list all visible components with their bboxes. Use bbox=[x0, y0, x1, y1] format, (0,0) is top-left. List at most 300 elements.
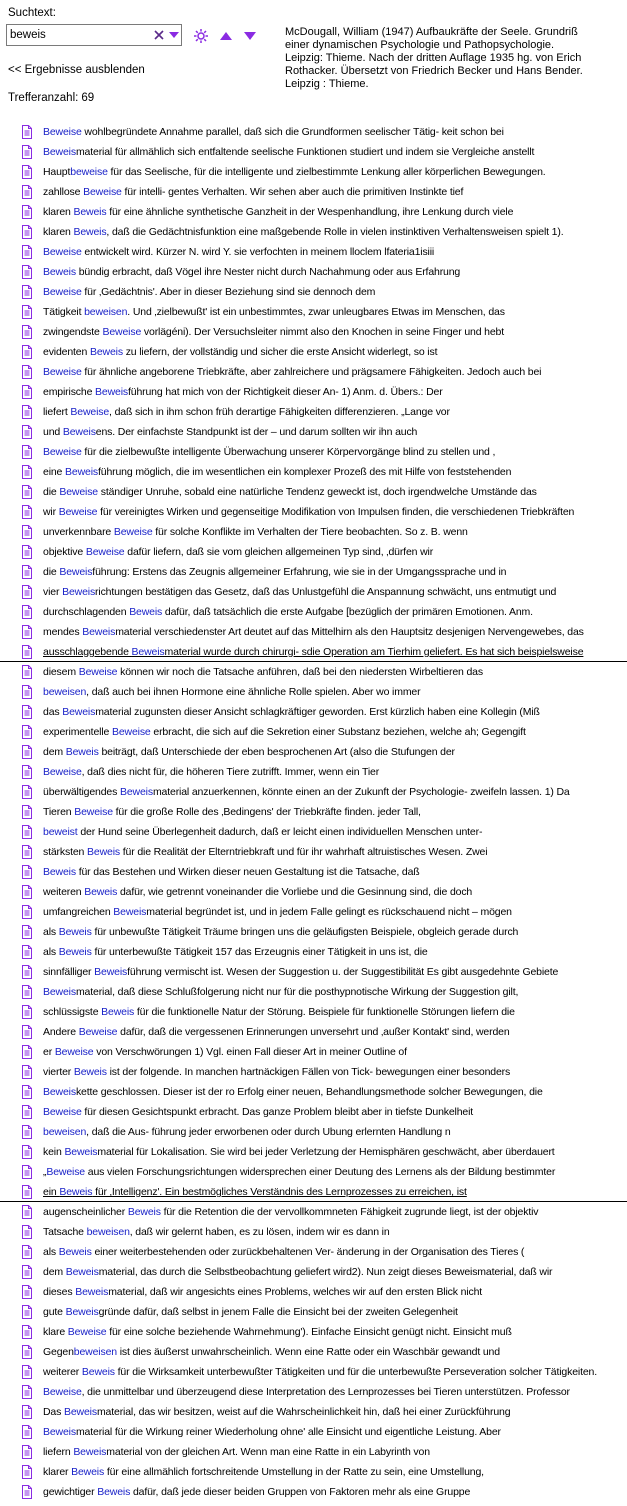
result-row[interactable] bbox=[0, 762, 627, 782]
search-hit: beweisen bbox=[86, 1226, 130, 1238]
result-row[interactable] bbox=[0, 722, 627, 742]
snippet-suffix: für eine ähnliche synthetische Ganzheit in der Wespenhandlung, ihre Lenkung durch viele bbox=[106, 206, 514, 218]
snippet-prefix: dem bbox=[43, 746, 66, 758]
document-icon bbox=[20, 865, 34, 879]
snippet-prefix: als bbox=[43, 1246, 59, 1258]
document-icon bbox=[20, 965, 34, 979]
search-hit: Beweis bbox=[113, 906, 147, 918]
result-row[interactable] bbox=[0, 1242, 627, 1262]
result-snippet bbox=[43, 1165, 555, 1179]
snippet-suffix: für diesen Gesichtspunkt erbracht. Das ganze Problem bleibt aber in tiefste Dunkelheit bbox=[81, 1106, 474, 1118]
snippet-suffix: richtungen bestätigen das Gesetz, daß das Unlustgefühl die Anspannung schwächt, uns entmutigt und bbox=[95, 586, 557, 598]
snippet-prefix: umfangreichen bbox=[43, 906, 114, 918]
result-row[interactable] bbox=[0, 1482, 627, 1502]
search-hit: Beweise bbox=[70, 406, 110, 418]
search-hit: Beweis bbox=[58, 1246, 92, 1258]
result-row[interactable] bbox=[0, 842, 627, 862]
snippet-suffix: kette geschlossen. Dieser ist der ro Erfolg einer neuen, Behandlungsmethode solcher Bewegungen, die bbox=[75, 1086, 543, 1098]
snippet-suffix: ständiger Unruhe, sobald eine natürliche Tendenz geweckt ist, doch irgendwelche Umstände das bbox=[97, 486, 537, 498]
snippet-prefix: evidenten bbox=[43, 346, 90, 358]
snippet-prefix: objektive bbox=[43, 546, 86, 558]
document-icon bbox=[20, 925, 34, 939]
snippet-prefix: kein bbox=[43, 1146, 65, 1158]
result-row[interactable] bbox=[0, 202, 627, 222]
result-row[interactable] bbox=[0, 1062, 627, 1082]
previous-arrow-icon[interactable] bbox=[219, 30, 233, 42]
snippet-prefix: ein bbox=[43, 1186, 60, 1198]
document-icon bbox=[20, 1105, 34, 1119]
search-hit: Beweis bbox=[59, 566, 93, 578]
snippet-prefix: eine bbox=[43, 466, 66, 478]
snippet-prefix: Andere bbox=[43, 1026, 79, 1038]
document-icon bbox=[20, 605, 34, 619]
result-row[interactable] bbox=[0, 182, 627, 202]
document-icon bbox=[20, 1345, 34, 1359]
document-icon bbox=[20, 725, 34, 739]
search-hit: Beweis bbox=[65, 746, 99, 758]
document-icon bbox=[20, 885, 34, 899]
snippet-suffix: material für die Wirkung reiner Wiederholung ohne' alle Einsicht und eigentliche Leistung. Aber bbox=[75, 1426, 501, 1438]
document-icon bbox=[20, 265, 34, 279]
document-icon bbox=[20, 1165, 34, 1179]
result-row[interactable] bbox=[0, 702, 627, 722]
search-input[interactable] bbox=[10, 27, 150, 43]
result-snippet bbox=[43, 485, 537, 499]
result-row[interactable] bbox=[0, 1082, 627, 1102]
result-row[interactable] bbox=[0, 1102, 627, 1122]
result-row[interactable] bbox=[0, 1222, 627, 1242]
snippet-suffix: gründe dafür, daß selbst in jenem Falle die Einsicht bei der zweiten Gelegenheit bbox=[98, 1306, 458, 1318]
snippet-prefix: vierter bbox=[43, 1066, 74, 1078]
search-hit: Beweise bbox=[78, 1026, 118, 1038]
result-row[interactable] bbox=[0, 982, 627, 1002]
result-snippet bbox=[43, 565, 506, 579]
result-row[interactable] bbox=[0, 742, 627, 762]
result-row[interactable] bbox=[0, 502, 627, 522]
search-hit: Beweis bbox=[64, 1406, 97, 1418]
result-snippet bbox=[43, 1345, 500, 1359]
search-hit: Beweis bbox=[84, 886, 118, 898]
snippet-prefix: überwältigendes bbox=[43, 786, 120, 798]
result-row[interactable] bbox=[0, 482, 627, 502]
result-row[interactable] bbox=[0, 1262, 627, 1282]
result-snippet bbox=[43, 305, 505, 319]
document-icon bbox=[20, 1285, 34, 1299]
search-hit: Beweis bbox=[73, 206, 107, 218]
hit-count bbox=[8, 92, 94, 104]
bibliographic-citation: McDougall, William (1947) Aufbaukräfte der Seele. Grundriß einer dynamischen Psychologie und Pathopsychologie. Leipzig: Thieme. Nach der dritten Auflage 1935 hg. von Erich Rothacker. Übersetzt von Friedrich Becker und Hans Bender. Leipzig : Thieme. bbox=[285, 26, 583, 90]
document-icon bbox=[20, 465, 34, 479]
result-row[interactable] bbox=[0, 1022, 627, 1042]
document-icon bbox=[20, 825, 34, 839]
result-row[interactable] bbox=[0, 1002, 627, 1022]
result-row[interactable] bbox=[0, 922, 627, 942]
result-snippet bbox=[43, 1045, 407, 1059]
result-snippet bbox=[43, 405, 450, 419]
snippet-suffix: , daß auch bei ihnen Hormone eine ähnliche Rolle spielen. Aber wo immer bbox=[86, 686, 421, 698]
document-icon bbox=[20, 245, 34, 259]
result-row[interactable] bbox=[0, 222, 627, 242]
search-hit: Beweise bbox=[102, 326, 142, 338]
result-snippet bbox=[43, 705, 540, 719]
search-hit: Beweis bbox=[101, 1006, 135, 1018]
result-row[interactable] bbox=[0, 682, 627, 702]
snippet-prefix: er bbox=[43, 1046, 55, 1058]
result-snippet bbox=[43, 965, 558, 979]
result-row[interactable] bbox=[0, 262, 627, 282]
document-icon bbox=[20, 685, 34, 699]
document-icon bbox=[20, 765, 34, 779]
result-snippet bbox=[43, 265, 460, 279]
document-icon bbox=[20, 585, 34, 599]
dropdown-icon[interactable] bbox=[168, 26, 180, 44]
document-icon bbox=[20, 1005, 34, 1019]
settings-gear-icon[interactable] bbox=[193, 28, 209, 44]
snippet-suffix: führung vermischt ist. Wesen der Suggestion u. der Suggestibilität Es gibt ausgedehnte Gebiete bbox=[127, 966, 559, 978]
search-hit: Beweis bbox=[127, 1206, 161, 1218]
document-icon bbox=[20, 145, 34, 159]
result-row[interactable] bbox=[0, 362, 627, 382]
result-row[interactable] bbox=[0, 582, 627, 602]
snippet-prefix: sinnfälliger bbox=[43, 966, 95, 978]
search-hit: Beweis bbox=[58, 926, 92, 938]
result-row[interactable] bbox=[0, 1122, 627, 1142]
search-hit: Beweise bbox=[43, 366, 82, 378]
result-row[interactable] bbox=[0, 1462, 627, 1482]
snippet-suffix: von Verschwörungen 1) Vgl. einen Fall dieser Art in meiner Outline of bbox=[93, 1046, 407, 1058]
result-snippet bbox=[43, 745, 455, 759]
document-icon bbox=[20, 1025, 34, 1039]
search-hit: Beweis bbox=[71, 1466, 105, 1478]
snippet-prefix: augenscheinlicher bbox=[43, 1206, 128, 1218]
snippet-suffix: führung hat mich von der Richtigkeit dieser An- 1) Anm. d. Übers.: Der bbox=[128, 386, 443, 398]
search-hit: Beweise bbox=[43, 1106, 82, 1118]
snippet-prefix: dem bbox=[43, 1266, 66, 1278]
snippet-suffix: für die funktionelle Natur der Störung. Beispiele für funktionelle Störungen liefern die bbox=[134, 1006, 515, 1018]
result-row[interactable] bbox=[0, 1342, 627, 1362]
result-row[interactable] bbox=[0, 562, 627, 582]
result-snippet bbox=[43, 505, 574, 519]
document-icon bbox=[20, 365, 34, 379]
document-icon bbox=[20, 665, 34, 679]
snippet-suffix: für ‚Intelligenz'. Ein bestmögliches Verständnis des Lernprozesses zu erreichen, ist bbox=[92, 1186, 467, 1198]
document-icon bbox=[20, 745, 34, 759]
snippet-prefix: ausschlaggebende bbox=[43, 646, 132, 658]
document-icon bbox=[20, 845, 34, 859]
snippet-suffix: für unbewußte Tätigkeit Träume bringen uns die geläufigsten Beispiele, obgleich gerade durch bbox=[91, 926, 519, 938]
snippet-suffix: einer weiterbestehenden oder zurückbehaltenen Ver- änderung in der Organisation des Tieres ( bbox=[91, 1246, 525, 1258]
search-hit: Beweise bbox=[113, 526, 153, 538]
snippet-prefix: empirische bbox=[43, 386, 96, 398]
snippet-suffix: für das Seelische, für die intelligente und zielbestimmte Lenkung aller körperlichen Bewegungen. bbox=[107, 166, 546, 178]
document-icon bbox=[20, 205, 34, 219]
result-snippet bbox=[43, 1485, 470, 1499]
result-row[interactable] bbox=[0, 1182, 627, 1202]
search-hit: Beweis bbox=[89, 346, 123, 358]
result-row[interactable] bbox=[0, 1422, 627, 1442]
result-snippet bbox=[43, 225, 563, 239]
result-snippet bbox=[43, 1145, 555, 1159]
search-hit: Beweis bbox=[73, 226, 107, 238]
search-hit: Beweise bbox=[59, 486, 98, 498]
snippet-prefix: gewichtiger bbox=[43, 1486, 98, 1498]
result-snippet bbox=[43, 165, 546, 179]
snippet-suffix: . Und ‚zielbewußt' ist ein unbestimmtes, zwar unleugbares Etwas im Menschen, das bbox=[127, 306, 505, 318]
result-snippet bbox=[43, 1425, 501, 1439]
search-hit: Beweise bbox=[43, 126, 82, 138]
snippet-prefix: durchschlagenden bbox=[43, 606, 130, 618]
snippet-prefix: Tieren bbox=[43, 806, 75, 818]
snippet-suffix: für vereinigtes Wirken und gegenseitige Modifikation von Impulsen finden, die verschiedenen Triebkräften bbox=[97, 506, 575, 518]
search-hit: Beweis bbox=[81, 1366, 115, 1378]
snippet-suffix: für das Bestehen und Wirken dieser neuen Gestaltung ist die Tatsache, daß bbox=[75, 866, 420, 878]
result-row[interactable] bbox=[0, 1162, 627, 1182]
snippet-prefix: Das bbox=[43, 1406, 64, 1418]
result-snippet bbox=[43, 205, 513, 219]
result-row[interactable] bbox=[0, 882, 627, 902]
search-hit: Beweis bbox=[62, 426, 96, 438]
result-row[interactable] bbox=[0, 1322, 627, 1342]
snippet-prefix: Haupt bbox=[43, 166, 71, 178]
result-snippet bbox=[43, 1205, 538, 1219]
snippet-suffix: können wir noch die Tatsache anführen, daß bei den niedersten Wirbeltieren das bbox=[117, 666, 483, 678]
result-row[interactable] bbox=[0, 422, 627, 442]
result-snippet bbox=[43, 1225, 390, 1239]
document-icon bbox=[20, 445, 34, 459]
result-snippet bbox=[43, 365, 541, 379]
document-icon bbox=[20, 565, 34, 579]
search-hit: Beweis bbox=[43, 146, 76, 158]
document-icon bbox=[20, 1305, 34, 1319]
snippet-suffix: ist dies äußerst unwahrscheinlich. Wenn eine Ratte oder ein Waschbär gewandt und bbox=[116, 1346, 500, 1358]
snippet-suffix: dafür, daß die vergessenen Erinnerungen unversehrt und ‚außer Kontakt' sind, werden bbox=[117, 1026, 510, 1038]
result-snippet bbox=[43, 625, 584, 639]
result-row[interactable] bbox=[0, 442, 627, 462]
document-icon bbox=[20, 525, 34, 539]
search-hit: Beweis bbox=[43, 1086, 76, 1098]
result-row[interactable] bbox=[0, 662, 627, 682]
snippet-suffix: für solche Konflikte im Verhalten der Tiere beobachten. So z. B. wenn bbox=[152, 526, 468, 538]
search-hit: Beweis bbox=[43, 866, 76, 878]
document-icon bbox=[20, 1065, 34, 1079]
search-hit: Beweis bbox=[64, 1146, 98, 1158]
result-snippet bbox=[43, 1465, 484, 1479]
result-snippet bbox=[43, 945, 428, 959]
result-row[interactable] bbox=[0, 162, 627, 182]
document-icon bbox=[20, 505, 34, 519]
document-icon bbox=[20, 545, 34, 559]
snippet-suffix: für die Realität der Elterntriebkraft und für ihr wahrhaft altruistisches Wesen. Zwei bbox=[119, 846, 488, 858]
snippet-suffix: material, das durch die Selbstbeobachtung geliefert wird2). Nun zeigt dieses Beweismaterial, daß wir bbox=[98, 1266, 553, 1278]
snippet-suffix: der Hund seine Überlegenheit dadurch, daß er leicht einen individuellen Menschen unter- bbox=[77, 826, 483, 838]
result-row[interactable] bbox=[0, 322, 627, 342]
result-snippet bbox=[43, 725, 526, 739]
snippet-suffix: material anzuerkennen, könnte einen an der Zukunft der Psychologie- zweifeln lassen. 1) Da bbox=[152, 786, 570, 798]
result-row[interactable] bbox=[0, 122, 627, 142]
result-snippet bbox=[43, 1285, 482, 1299]
snippet-suffix: für die große Rolle des ‚Bedingens' der Triebkräfte finden. jeder Tall, bbox=[112, 806, 421, 818]
snippet-suffix: für ähnliche angeborene Triebkräfte, aber zahlreichere und prägsamere Fähigkeiten. Jedoch auch bei bbox=[81, 366, 542, 378]
hide-results-link[interactable]: << Ergebnisse ausblenden bbox=[8, 64, 145, 76]
document-icon bbox=[20, 1125, 34, 1139]
search-hit: Beweise bbox=[67, 1326, 107, 1338]
result-snippet bbox=[43, 865, 420, 879]
result-row[interactable] bbox=[0, 942, 627, 962]
search-hit: Beweis bbox=[43, 986, 76, 998]
result-row[interactable] bbox=[0, 822, 627, 842]
snippet-suffix: material, daß diese Schlußfolgerung nicht nur für die posthypnotische Wirkung der Suggestion gilt, bbox=[75, 986, 519, 998]
snippet-prefix: die bbox=[43, 486, 60, 498]
result-snippet bbox=[43, 1245, 524, 1259]
result-snippet bbox=[43, 1365, 597, 1379]
result-snippet bbox=[43, 905, 512, 919]
document-icon bbox=[20, 1365, 34, 1379]
result-row[interactable] bbox=[0, 342, 627, 362]
hit-count-value: 69 bbox=[81, 92, 95, 104]
snippet-suffix: material zugunsten dieser Ansicht schlagkräftiger geworden. Erst kürzlich haben eine Kollegin (Miß bbox=[95, 706, 540, 718]
result-row[interactable] bbox=[0, 622, 627, 642]
search-hit: Beweise bbox=[85, 546, 125, 558]
search-hit: beweist bbox=[43, 826, 78, 838]
search-hit: Beweis bbox=[65, 1266, 99, 1278]
result-row[interactable] bbox=[0, 542, 627, 562]
result-snippet bbox=[43, 765, 379, 779]
result-snippet bbox=[43, 885, 472, 899]
search-hit: Beweis bbox=[129, 606, 163, 618]
search-field[interactable] bbox=[6, 24, 182, 46]
search-hit: Beweis bbox=[62, 586, 96, 598]
snippet-suffix: material begründet ist, und in jedem Falle gelingt es rückschauend nicht – mögen bbox=[146, 906, 512, 918]
search-hit: Beweise bbox=[43, 446, 82, 458]
snippet-suffix: führung möglich, die im wesentlichen ein komplexer Prozeß des mit Hilfe von feststehenden bbox=[97, 466, 512, 478]
result-row[interactable] bbox=[0, 402, 627, 422]
snippet-suffix: führung: Erstens das Zeugnis allgemeiner Erfahrung, wie sie in der Umgangssprache und in bbox=[92, 566, 507, 578]
snippet-prefix: das bbox=[43, 706, 63, 718]
result-row[interactable] bbox=[0, 1382, 627, 1402]
result-row[interactable] bbox=[0, 1202, 627, 1222]
search-hit: beweise bbox=[70, 166, 108, 178]
snippet-prefix: klaren bbox=[43, 226, 74, 238]
result-row[interactable] bbox=[0, 1402, 627, 1422]
document-icon bbox=[20, 1385, 34, 1399]
snippet-prefix: unverkennbare bbox=[43, 526, 114, 538]
search-hit: Beweis bbox=[58, 946, 92, 958]
result-row[interactable] bbox=[0, 1142, 627, 1162]
snippet-suffix: aus vielen Forschungsrichtungen widersprechen einer Deutung des Lernens als der Bildung bestimmter bbox=[85, 1166, 556, 1178]
result-snippet bbox=[43, 845, 487, 859]
result-row[interactable] bbox=[0, 902, 627, 922]
result-snippet bbox=[43, 665, 483, 679]
snippet-suffix: beiträgt, daß Unterschiede der eben besprochenen Art (also die Stufungen der bbox=[98, 746, 455, 758]
result-snippet bbox=[43, 1305, 458, 1319]
search-label: Suchtext: bbox=[8, 7, 56, 19]
result-snippet bbox=[43, 1025, 510, 1039]
result-row[interactable] bbox=[0, 302, 627, 322]
search-hit: Beweis bbox=[131, 646, 165, 658]
snippet-suffix: material von der gleichen Art. Wenn man eine Ratte in ein Labyrinth von bbox=[106, 1446, 430, 1458]
result-snippet bbox=[43, 1065, 510, 1079]
snippet-prefix: liefert bbox=[43, 406, 71, 418]
result-snippet bbox=[43, 985, 518, 999]
document-icon bbox=[20, 805, 34, 819]
search-hit: Beweise bbox=[46, 1166, 85, 1178]
search-hit: Beweis bbox=[120, 786, 153, 798]
snippet-prefix: mendes bbox=[43, 626, 83, 638]
search-hit: Beweis bbox=[95, 386, 128, 398]
snippet-suffix: vorlägéni). Der Versuchsleiter nimmt also den Knochen in seine Finger und hebt bbox=[141, 326, 504, 338]
result-row[interactable] bbox=[0, 462, 627, 482]
result-snippet bbox=[43, 825, 482, 839]
result-row[interactable] bbox=[0, 1302, 627, 1322]
result-row[interactable] bbox=[0, 862, 627, 882]
document-icon bbox=[20, 185, 34, 199]
snippet-suffix: ens. Der einfachste Standpunkt ist der – und darum sollten wir ihn auch bbox=[95, 426, 418, 438]
result-snippet bbox=[43, 605, 533, 619]
result-row[interactable] bbox=[0, 522, 627, 542]
snippet-prefix: klaren bbox=[43, 206, 74, 218]
next-arrow-icon[interactable] bbox=[243, 30, 257, 42]
search-hit: Beweis bbox=[75, 1286, 109, 1298]
snippet-prefix: klarer bbox=[43, 1466, 72, 1478]
result-row[interactable] bbox=[0, 1362, 627, 1382]
snippet-suffix: für intelli- gentes Verhalten. Wir sehen aber auch die primitiven Instinkte tief bbox=[121, 186, 464, 198]
result-snippet bbox=[43, 1405, 510, 1419]
snippet-suffix: zu liefern, der vollständig und sicher die erste Ansicht widerlegt, so ist bbox=[122, 346, 438, 358]
result-snippet bbox=[43, 545, 433, 559]
result-row[interactable] bbox=[0, 282, 627, 302]
snippet-suffix: , daß sich in ihm schon früh derartige Fähigkeiten differenzieren. „Lange vor bbox=[109, 406, 450, 418]
result-row[interactable] bbox=[0, 802, 627, 822]
search-hit: beweisen bbox=[73, 1346, 117, 1358]
result-row[interactable] bbox=[0, 642, 627, 662]
result-snippet bbox=[43, 425, 417, 439]
result-snippet bbox=[43, 445, 495, 459]
result-row[interactable] bbox=[0, 142, 627, 162]
result-row[interactable] bbox=[0, 602, 627, 622]
result-row[interactable] bbox=[0, 962, 627, 982]
search-hit: Beweis bbox=[62, 706, 96, 718]
search-hit: Beweise bbox=[83, 186, 122, 198]
result-row[interactable] bbox=[0, 1282, 627, 1302]
result-snippet bbox=[43, 925, 518, 939]
result-row[interactable] bbox=[0, 1042, 627, 1062]
snippet-prefix: die bbox=[43, 566, 60, 578]
document-icon bbox=[20, 325, 34, 339]
result-snippet bbox=[43, 525, 468, 539]
document-icon bbox=[20, 1465, 34, 1479]
document-icon bbox=[20, 945, 34, 959]
result-snippet bbox=[43, 785, 570, 799]
document-icon bbox=[20, 485, 34, 499]
result-row[interactable] bbox=[0, 382, 627, 402]
result-row[interactable] bbox=[0, 1442, 627, 1462]
result-snippet bbox=[43, 285, 375, 299]
snippet-prefix: Tätigkeit bbox=[43, 306, 85, 318]
clear-icon[interactable] bbox=[153, 26, 165, 44]
result-row[interactable] bbox=[0, 782, 627, 802]
search-hit: Beweise bbox=[43, 246, 82, 258]
document-icon bbox=[20, 165, 34, 179]
result-row[interactable] bbox=[0, 242, 627, 262]
result-snippet bbox=[43, 1185, 467, 1199]
document-icon bbox=[20, 385, 34, 399]
snippet-suffix: erbracht, die sich auf die Sekretion einer Substanz beziehen, welche ah; Gegengift bbox=[150, 726, 526, 738]
snippet-suffix: , daß die Aus- führung jeder erworbenen oder durch Ubung erlernten Handlung n bbox=[86, 1126, 451, 1138]
result-snippet bbox=[43, 685, 420, 699]
snippet-suffix: material für Lokalisation. Sie wird bei jeder Verletzung der Hemisphären geschwächt, aber überdauert bbox=[97, 1146, 555, 1158]
search-hit: Beweis bbox=[65, 1306, 99, 1318]
snippet-suffix: dafür, daß jede dieser beiden Gruppen von Faktoren mehr als eine Gruppe bbox=[130, 1486, 471, 1498]
